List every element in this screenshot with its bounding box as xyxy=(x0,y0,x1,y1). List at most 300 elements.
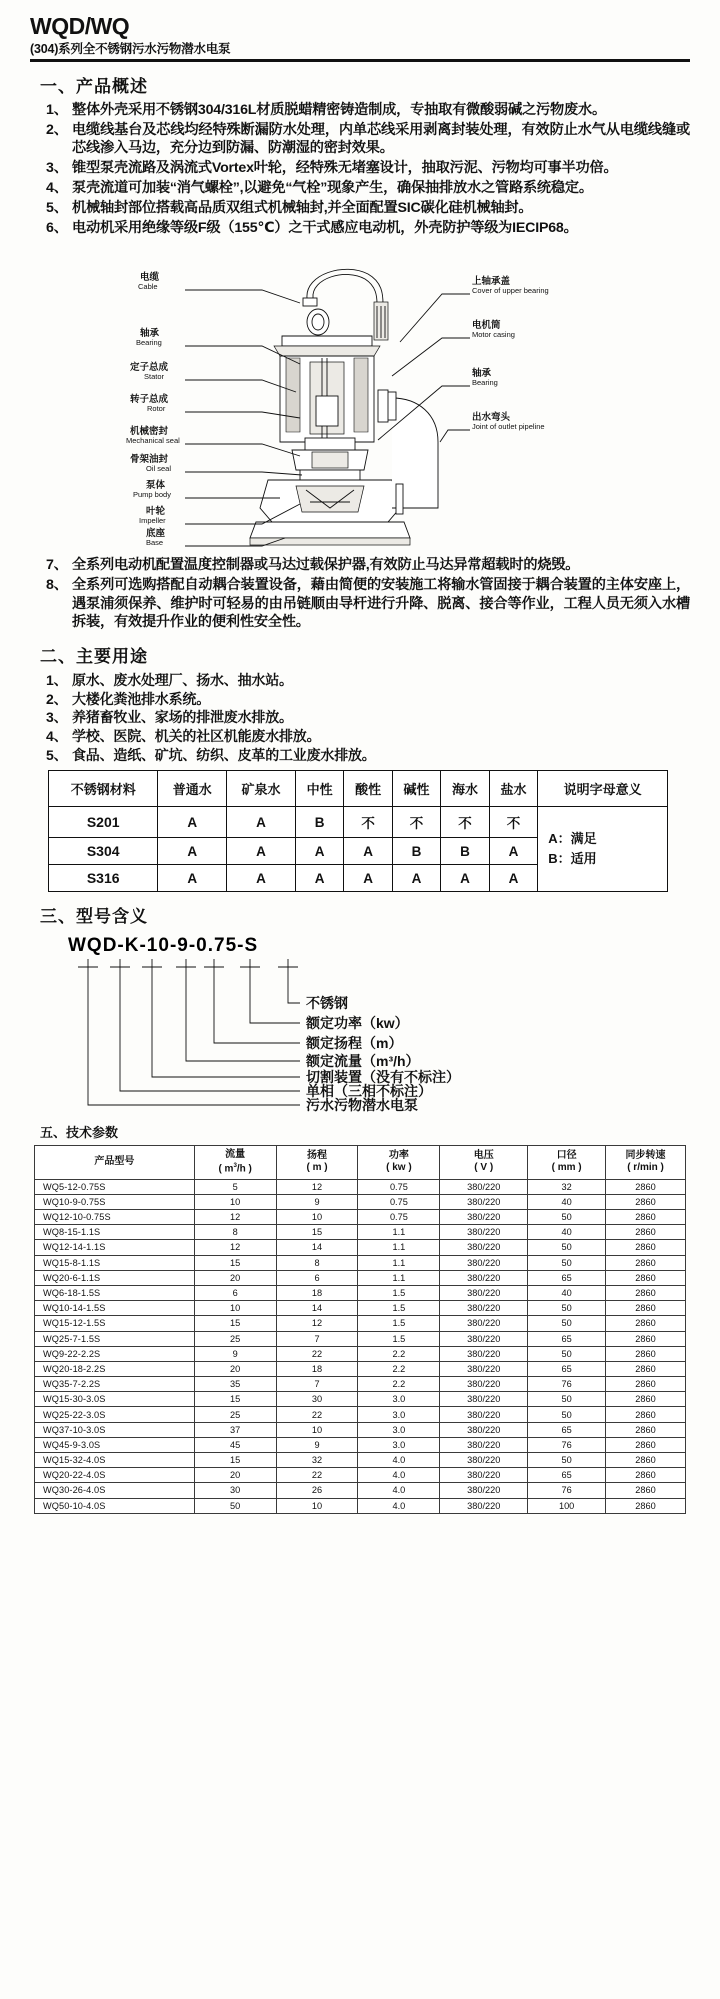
spec-header-label: 同步转速 xyxy=(625,1149,666,1161)
spec-value-cell: 10 xyxy=(276,1498,358,1513)
list-item-text: 养猪畜牧业、家场的排泄废水排放。 xyxy=(72,709,293,726)
list-item-number: 5、 xyxy=(46,746,68,763)
spec-value-cell: 2860 xyxy=(606,1331,686,1346)
spec-model-cell: WQ25-22-3.0S xyxy=(35,1407,195,1422)
list-item-text: 锥型泵壳流路及涡流式Vortex叶轮，经特殊无堵塞设计，抽取污泥、污物均可事半功倍。 xyxy=(72,160,618,177)
spec-header-unit: ( $m^3/h$ ) xyxy=(218,1161,252,1175)
spec-table-row xyxy=(35,1437,686,1452)
list-item-number: 3、 xyxy=(46,709,68,726)
list-item-text: 泵壳流道可加装“消气螺栓”,以避免“气栓”现象产生，确保抽排放水之管路系统稳定。 xyxy=(72,180,593,197)
overview-item xyxy=(46,101,690,120)
material-rating-cell: A xyxy=(295,838,343,865)
spec-value-cell: 40 xyxy=(528,1194,606,1209)
spec-value-cell: 30 xyxy=(276,1392,358,1407)
spec-value-cell: 380/220 xyxy=(440,1255,528,1270)
spec-value-cell: 2860 xyxy=(606,1468,686,1483)
spec-value-cell: 18 xyxy=(276,1285,358,1300)
spec-value-cell: 50 xyxy=(528,1392,606,1407)
spec-value-cell: 1.5 xyxy=(358,1285,440,1300)
model-designation-diagram xyxy=(0,931,720,1116)
spec-value-cell: 2.2 xyxy=(358,1361,440,1376)
spec-model-cell: WQ15-32-4.0S xyxy=(35,1453,195,1468)
spec-value-cell: 3.0 xyxy=(358,1422,440,1437)
diagram-label-cable xyxy=(138,271,160,291)
material-rating-cell: A xyxy=(158,865,227,892)
label-en: Mechanical seal xyxy=(126,435,180,445)
section-heading-model: 三、型号含义 xyxy=(40,907,148,927)
model-leader-lines xyxy=(78,959,300,1105)
uses-item xyxy=(46,671,690,690)
spec-model-cell: WQ35-7-2.2S xyxy=(35,1377,195,1392)
spec-value-cell: 1.1 xyxy=(358,1240,440,1255)
spec-table-row xyxy=(35,1270,686,1285)
material-rating-cell: A xyxy=(295,865,343,892)
list-item-number: 4、 xyxy=(46,728,68,745)
spec-value-cell: 25 xyxy=(194,1331,276,1346)
spec-value-cell: 5 xyxy=(194,1179,276,1194)
spec-table-row xyxy=(35,1377,686,1392)
material-rating-cell: A xyxy=(344,838,392,865)
spec-table-row xyxy=(35,1240,686,1255)
spec-header-unit: ( r/min ) xyxy=(627,1162,664,1174)
spec-header-unit: ( V ) xyxy=(474,1162,494,1174)
section-heading-specs: 五、技术参数 xyxy=(40,1125,119,1141)
spec-value-cell: 380/220 xyxy=(440,1422,528,1437)
spec-value-cell: 9 xyxy=(276,1437,358,1452)
spec-value-cell: 9 xyxy=(276,1194,358,1209)
section-heading-overview: 一、产品概述 xyxy=(40,76,148,96)
overview-item xyxy=(46,576,690,633)
spec-value-cell: 14 xyxy=(276,1301,358,1316)
diagram-label-oil-seal xyxy=(130,453,171,473)
spec-header-label: 电压 xyxy=(473,1149,494,1161)
spec-value-cell: 380/220 xyxy=(440,1346,528,1361)
spec-value-cell: 2860 xyxy=(606,1285,686,1300)
spec-value-cell: 15 xyxy=(194,1453,276,1468)
spec-value-cell: 8 xyxy=(276,1255,358,1270)
label-en: Stator xyxy=(144,371,165,381)
diagram-label-base xyxy=(146,527,166,547)
spec-model-cell: WQ12-14-1.1S xyxy=(35,1240,195,1255)
spec-value-cell: 18 xyxy=(276,1361,358,1376)
spec-value-cell: 65 xyxy=(528,1422,606,1437)
material-table-header: 碱性 xyxy=(392,771,440,807)
spec-value-cell: 1.5 xyxy=(358,1331,440,1346)
spec-value-cell: 380/220 xyxy=(440,1301,528,1316)
material-name-cell: S201 xyxy=(49,807,158,838)
material-legend-cell xyxy=(538,807,668,892)
spec-value-cell: 2860 xyxy=(606,1240,686,1255)
spec-value-cell: 50 xyxy=(528,1316,606,1331)
material-rating-cell: A xyxy=(441,865,489,892)
label-cn: 电机筒 xyxy=(472,319,501,331)
spec-value-cell: 2860 xyxy=(606,1377,686,1392)
spec-value-cell: 380/220 xyxy=(440,1316,528,1331)
spec-model-cell: WQ20-22-4.0S xyxy=(35,1468,195,1483)
material-rating-cell: A xyxy=(227,807,296,838)
spec-value-cell: 15 xyxy=(276,1225,358,1240)
table-body xyxy=(49,807,668,892)
material-table-header: 说明字母意义 xyxy=(538,771,668,807)
label-cn: 轴承 xyxy=(472,367,492,379)
spec-value-cell: 2.2 xyxy=(358,1346,440,1361)
spec-model-cell: WQ30-26-4.0S xyxy=(35,1483,195,1498)
spec-value-cell: 380/220 xyxy=(440,1377,528,1392)
spec-value-cell: 2860 xyxy=(606,1483,686,1498)
spec-value-cell: 10 xyxy=(276,1422,358,1437)
spec-table-row xyxy=(35,1483,686,1498)
spec-value-cell: 12 xyxy=(276,1316,358,1331)
diagram-label-mechanical-seal xyxy=(126,425,180,445)
uses-item xyxy=(46,708,690,727)
spec-header-label: 扬程 xyxy=(307,1149,328,1161)
model-callout-4: 切割装置（没有不标注） xyxy=(306,1069,460,1086)
list-item-number: 8、 xyxy=(46,576,68,593)
spec-value-cell: 20 xyxy=(194,1270,276,1285)
spec-value-cell: 45 xyxy=(194,1437,276,1452)
label-cn: 电缆 xyxy=(140,271,160,283)
spec-model-cell: WQ15-30-3.0S xyxy=(35,1392,195,1407)
material-rating-cell: A xyxy=(227,865,296,892)
spec-value-cell: 380/220 xyxy=(440,1437,528,1452)
spec-value-cell: 14 xyxy=(276,1240,358,1255)
spec-table-row xyxy=(35,1194,686,1209)
spec-value-cell: 380/220 xyxy=(440,1270,528,1285)
diagram-label-motor-casing xyxy=(472,319,515,339)
label-cn: 泵体 xyxy=(146,479,166,491)
model-callout-6: 污水污物潜水电泵 xyxy=(306,1097,418,1114)
spec-model-cell: WQ15-12-1.5S xyxy=(35,1316,195,1331)
list-item-text: 整体外壳采用不锈钢304/316L材质脱蜡精密铸造制成，专抽取有微酸弱碱之污物废水。 xyxy=(72,101,606,118)
spec-value-cell: 65 xyxy=(528,1331,606,1346)
overview-item xyxy=(46,179,690,198)
label-en: Pump body xyxy=(133,489,171,499)
list-item-number: 1、 xyxy=(46,101,68,118)
spec-value-cell: 0.75 xyxy=(358,1194,440,1209)
spec-value-cell: 380/220 xyxy=(440,1498,528,1513)
list-item-number: 6、 xyxy=(46,219,68,236)
spec-value-cell: 380/220 xyxy=(440,1225,528,1240)
material-rating-cell: 不 xyxy=(392,807,440,838)
spec-table-row xyxy=(35,1453,686,1468)
label-cn: 机械密封 xyxy=(130,425,169,437)
material-table-row xyxy=(49,807,668,838)
spec-table-row xyxy=(35,1225,686,1240)
diagram-label-upper-bearing-cover xyxy=(472,275,549,295)
spec-value-cell: 50 xyxy=(528,1255,606,1270)
spec-header-label: 口径 xyxy=(556,1149,577,1161)
list-item-number: 1、 xyxy=(46,672,68,689)
spec-value-cell: 15 xyxy=(194,1255,276,1270)
material-table-header: 海水 xyxy=(441,771,489,807)
spec-model-cell: WQ20-6-1.1S xyxy=(35,1270,195,1285)
overview-item xyxy=(46,121,690,159)
spec-value-cell: 380/220 xyxy=(440,1240,528,1255)
spec-value-cell: 380/220 xyxy=(440,1483,528,1498)
page-header xyxy=(0,0,720,57)
list-item-text: 全系列电动机配置温度控制器或马达过载保护器,有效防止马达异常超载时的烧毁。 xyxy=(72,556,580,573)
spec-value-cell: 65 xyxy=(528,1270,606,1285)
spec-table-row xyxy=(35,1179,686,1194)
uses-list xyxy=(0,671,720,764)
spec-header-unit: ( m ) xyxy=(306,1162,328,1174)
spec-value-cell: 30 xyxy=(194,1483,276,1498)
spec-model-cell: WQ5-12-0.75S xyxy=(35,1179,195,1194)
spec-value-cell: 10 xyxy=(194,1301,276,1316)
label-cn: 底座 xyxy=(146,527,166,539)
spec-value-cell: 40 xyxy=(528,1225,606,1240)
label-en: Oil seal xyxy=(146,463,172,473)
uses-item xyxy=(46,690,690,709)
spec-header-cell xyxy=(358,1146,440,1179)
spec-header-label: 产品型号 xyxy=(94,1156,135,1168)
spec-value-cell: 2860 xyxy=(606,1498,686,1513)
spec-value-cell: 20 xyxy=(194,1361,276,1376)
spec-value-cell: 50 xyxy=(528,1453,606,1468)
spec-value-cell: 10 xyxy=(276,1210,358,1225)
label-cn: 骨架油封 xyxy=(130,453,169,465)
pump-diagram-svg xyxy=(0,246,720,556)
spec-value-cell: 4.0 xyxy=(358,1498,440,1513)
spec-table-row xyxy=(35,1285,686,1300)
spec-value-cell: 12 xyxy=(194,1240,276,1255)
list-item-number: 3、 xyxy=(46,160,68,177)
spec-value-cell: 50 xyxy=(528,1346,606,1361)
model-code-text: WQD-K-10-9-0.75-S xyxy=(68,935,259,957)
spec-header-cell xyxy=(35,1146,195,1179)
technical-specification-table xyxy=(34,1145,686,1513)
spec-model-cell: WQ9-22-2.2S xyxy=(35,1346,195,1361)
spec-value-cell: 4.0 xyxy=(358,1453,440,1468)
spec-table-row xyxy=(35,1331,686,1346)
label-en: Base xyxy=(146,537,164,547)
label-cn: 出水弯头 xyxy=(472,411,511,423)
spec-header-cell xyxy=(440,1146,528,1179)
spec-value-cell: 380/220 xyxy=(440,1361,528,1376)
legend-line: A：满足 xyxy=(548,830,597,846)
section-heading-uses: 二、主要用途 xyxy=(40,647,148,667)
spec-value-cell: 4.0 xyxy=(358,1483,440,1498)
spec-value-cell: 380/220 xyxy=(440,1194,528,1209)
diagram-label-bearing-upper xyxy=(136,327,162,347)
spec-table-row xyxy=(35,1361,686,1376)
spec-value-cell: 8 xyxy=(194,1225,276,1240)
spec-value-cell: 2860 xyxy=(606,1346,686,1361)
spec-value-cell: 50 xyxy=(194,1498,276,1513)
list-item-text: 电缆线基台及芯线均经特殊断漏防水处理，内单芯线采用剥离封装处理，有效防止水气从电缆线缝或芯线渗入马边，充分边到防漏、防潮湿的密封效果。 xyxy=(72,121,690,157)
spec-table-body xyxy=(35,1179,686,1513)
pump-drawing xyxy=(250,269,438,545)
material-table-header: 酸性 xyxy=(344,771,392,807)
spec-value-cell: 10 xyxy=(194,1194,276,1209)
diagram-label-rotor xyxy=(130,393,169,413)
spec-model-cell: WQ15-8-1.1S xyxy=(35,1255,195,1270)
spec-value-cell: 2860 xyxy=(606,1301,686,1316)
spec-value-cell: 32 xyxy=(276,1453,358,1468)
spec-header-row xyxy=(35,1146,686,1179)
spec-value-cell: 2860 xyxy=(606,1225,686,1240)
spec-model-cell: WQ37-10-3.0S xyxy=(35,1422,195,1437)
list-item-number: 2、 xyxy=(46,690,68,707)
spec-table-row xyxy=(35,1255,686,1270)
spec-table-row xyxy=(35,1468,686,1483)
material-rating-cell: A xyxy=(158,838,227,865)
label-en: Bearing xyxy=(472,377,498,387)
spec-value-cell: 2860 xyxy=(606,1316,686,1331)
spec-header-label: 功率 xyxy=(388,1149,409,1161)
spec-value-cell: 22 xyxy=(276,1346,358,1361)
spec-model-cell: WQ8-15-1.1S xyxy=(35,1225,195,1240)
spec-value-cell: 6 xyxy=(276,1270,358,1285)
spec-value-cell: 7 xyxy=(276,1377,358,1392)
spec-value-cell: 3.0 xyxy=(358,1437,440,1452)
spec-model-cell: WQ10-14-1.5S xyxy=(35,1301,195,1316)
spec-value-cell: 50 xyxy=(528,1240,606,1255)
spec-value-cell: 1.5 xyxy=(358,1316,440,1331)
spec-header-cell xyxy=(276,1146,358,1179)
material-table-header: 中性 xyxy=(295,771,343,807)
spec-value-cell: 2860 xyxy=(606,1210,686,1225)
spec-header-unit: ( mm ) xyxy=(551,1162,582,1174)
list-item-number: 4、 xyxy=(46,180,68,197)
material-rating-cell: 不 xyxy=(489,807,537,838)
spec-header-unit: ( kw ) xyxy=(386,1162,412,1174)
spec-value-cell: 2860 xyxy=(606,1407,686,1422)
spec-table-row xyxy=(35,1422,686,1437)
label-cn: 定子总成 xyxy=(130,361,169,373)
spec-header-cell xyxy=(194,1146,276,1179)
model-diagram-svg xyxy=(0,931,720,1116)
spec-value-cell: 20 xyxy=(194,1468,276,1483)
spec-value-cell: 22 xyxy=(276,1468,358,1483)
model-callout-2: 额定扬程（m） xyxy=(306,1035,403,1052)
label-cn: 转子总成 xyxy=(130,393,169,405)
overview-list xyxy=(0,101,720,238)
spec-value-cell: 2860 xyxy=(606,1453,686,1468)
header-divider xyxy=(30,59,690,62)
spec-value-cell: 25 xyxy=(194,1407,276,1422)
spec-value-cell: 65 xyxy=(528,1361,606,1376)
spec-value-cell: 0.75 xyxy=(358,1210,440,1225)
spec-value-cell: 50 xyxy=(528,1407,606,1422)
material-rating-cell: B xyxy=(441,838,489,865)
spec-model-cell: WQ50-10-4.0S xyxy=(35,1498,195,1513)
table-header-row xyxy=(49,771,668,807)
spec-value-cell: 2860 xyxy=(606,1255,686,1270)
material-rating-cell: A xyxy=(158,807,227,838)
material-compatibility-table xyxy=(48,770,668,892)
label-cn: 轴承 xyxy=(140,327,160,339)
spec-value-cell: 380/220 xyxy=(440,1407,528,1422)
spec-model-cell: WQ20-18-2.2S xyxy=(35,1361,195,1376)
label-en: Impeller xyxy=(139,515,166,525)
list-item-number: 5、 xyxy=(46,200,68,217)
spec-value-cell: 380/220 xyxy=(440,1285,528,1300)
spec-table-row xyxy=(35,1210,686,1225)
spec-value-cell: 1.1 xyxy=(358,1225,440,1240)
spec-table-row xyxy=(35,1392,686,1407)
spec-table-row xyxy=(35,1407,686,1422)
label-en: Joint of outlet pipeline xyxy=(472,421,545,431)
spec-value-cell: 6 xyxy=(194,1285,276,1300)
spec-value-cell: 2860 xyxy=(606,1392,686,1407)
spec-value-cell: 12 xyxy=(194,1210,276,1225)
spec-table-row xyxy=(35,1316,686,1331)
material-rating-cell: B xyxy=(392,838,440,865)
page-title: WQD/WQ xyxy=(30,13,130,39)
model-callout-3: 额定流量（m³/h） xyxy=(306,1053,420,1070)
spec-value-cell: 2860 xyxy=(606,1270,686,1285)
list-item-text: 全系列可选购搭配自动耦合装置设备，藉由简便的安装施工将输水管固接于耦合装置的主体安座上，遇泵浦须保养、维护时可轻易的由吊链顺由导杆进行升降、脱离、接合等作业，工程人员无须入水槽拆装，有效提升作业的便利性安全性。 xyxy=(72,576,690,631)
spec-value-cell: 26 xyxy=(276,1483,358,1498)
spec-value-cell: 380/220 xyxy=(440,1331,528,1346)
spec-header-cell xyxy=(606,1146,686,1179)
spec-value-cell: 2860 xyxy=(606,1437,686,1452)
spec-value-cell: 50 xyxy=(528,1210,606,1225)
overview-list-continued xyxy=(0,556,720,633)
spec-value-cell: 2860 xyxy=(606,1179,686,1194)
overview-item xyxy=(46,199,690,218)
list-item-text: 食品、造纸、矿坑、纺织、皮革的工业废水排放。 xyxy=(72,746,376,763)
legend-line: B：适用 xyxy=(548,851,597,867)
spec-value-cell: 380/220 xyxy=(440,1210,528,1225)
label-en: Bearing xyxy=(136,337,162,347)
label-en: Motor casing xyxy=(472,329,515,339)
label-cn: 上轴承盖 xyxy=(472,275,511,287)
material-rating-cell: B xyxy=(295,807,343,838)
spec-table-row xyxy=(35,1301,686,1316)
model-callout-5: 单相（三相不标注） xyxy=(306,1083,432,1100)
spec-table-row xyxy=(35,1498,686,1513)
material-rating-cell: A xyxy=(227,838,296,865)
spec-table-row xyxy=(35,1346,686,1361)
spec-model-cell: WQ25-7-1.5S xyxy=(35,1331,195,1346)
label-en: Cable xyxy=(138,281,158,291)
material-rating-cell: A xyxy=(489,865,537,892)
spec-model-cell: WQ6-18-1.5S xyxy=(35,1285,195,1300)
spec-value-cell: 1.1 xyxy=(358,1255,440,1270)
spec-header-cell xyxy=(528,1146,606,1179)
material-name-cell: S304 xyxy=(49,838,158,865)
spec-value-cell: 380/220 xyxy=(440,1179,528,1194)
spec-value-cell: 380/220 xyxy=(440,1392,528,1407)
spec-header-label: 流量 xyxy=(225,1149,246,1161)
uses-item xyxy=(46,727,690,746)
diagram-label-bearing-lower xyxy=(472,367,498,387)
list-item-text: 电动机采用绝缘等级F级（155℃）之干式感应电动机，外壳防护等级为IECIP68。 xyxy=(72,219,578,236)
spec-value-cell: 1.5 xyxy=(358,1301,440,1316)
spec-value-cell: 12 xyxy=(276,1179,358,1194)
label-en: Cover of upper bearing xyxy=(472,285,549,295)
material-rating-cell: 不 xyxy=(344,807,392,838)
model-callout-1: 额定功率（kw） xyxy=(306,1015,409,1032)
spec-value-cell: 76 xyxy=(528,1483,606,1498)
spec-model-cell: WQ12-10-0.75S xyxy=(35,1210,195,1225)
spec-value-cell: 3.0 xyxy=(358,1392,440,1407)
list-item-number: 2、 xyxy=(46,121,68,138)
spec-value-cell: 2860 xyxy=(606,1194,686,1209)
spec-value-cell: 0.75 xyxy=(358,1179,440,1194)
spec-value-cell: 380/220 xyxy=(440,1468,528,1483)
material-table-header: 盐水 xyxy=(489,771,537,807)
spec-value-cell: 100 xyxy=(528,1498,606,1513)
label-en: Rotor xyxy=(147,403,166,413)
material-rating-cell: 不 xyxy=(441,807,489,838)
spec-value-cell: 9 xyxy=(194,1346,276,1361)
overview-item xyxy=(46,219,690,238)
spec-value-cell: 3.0 xyxy=(358,1407,440,1422)
spec-model-cell: WQ45-9-3.0S xyxy=(35,1437,195,1452)
